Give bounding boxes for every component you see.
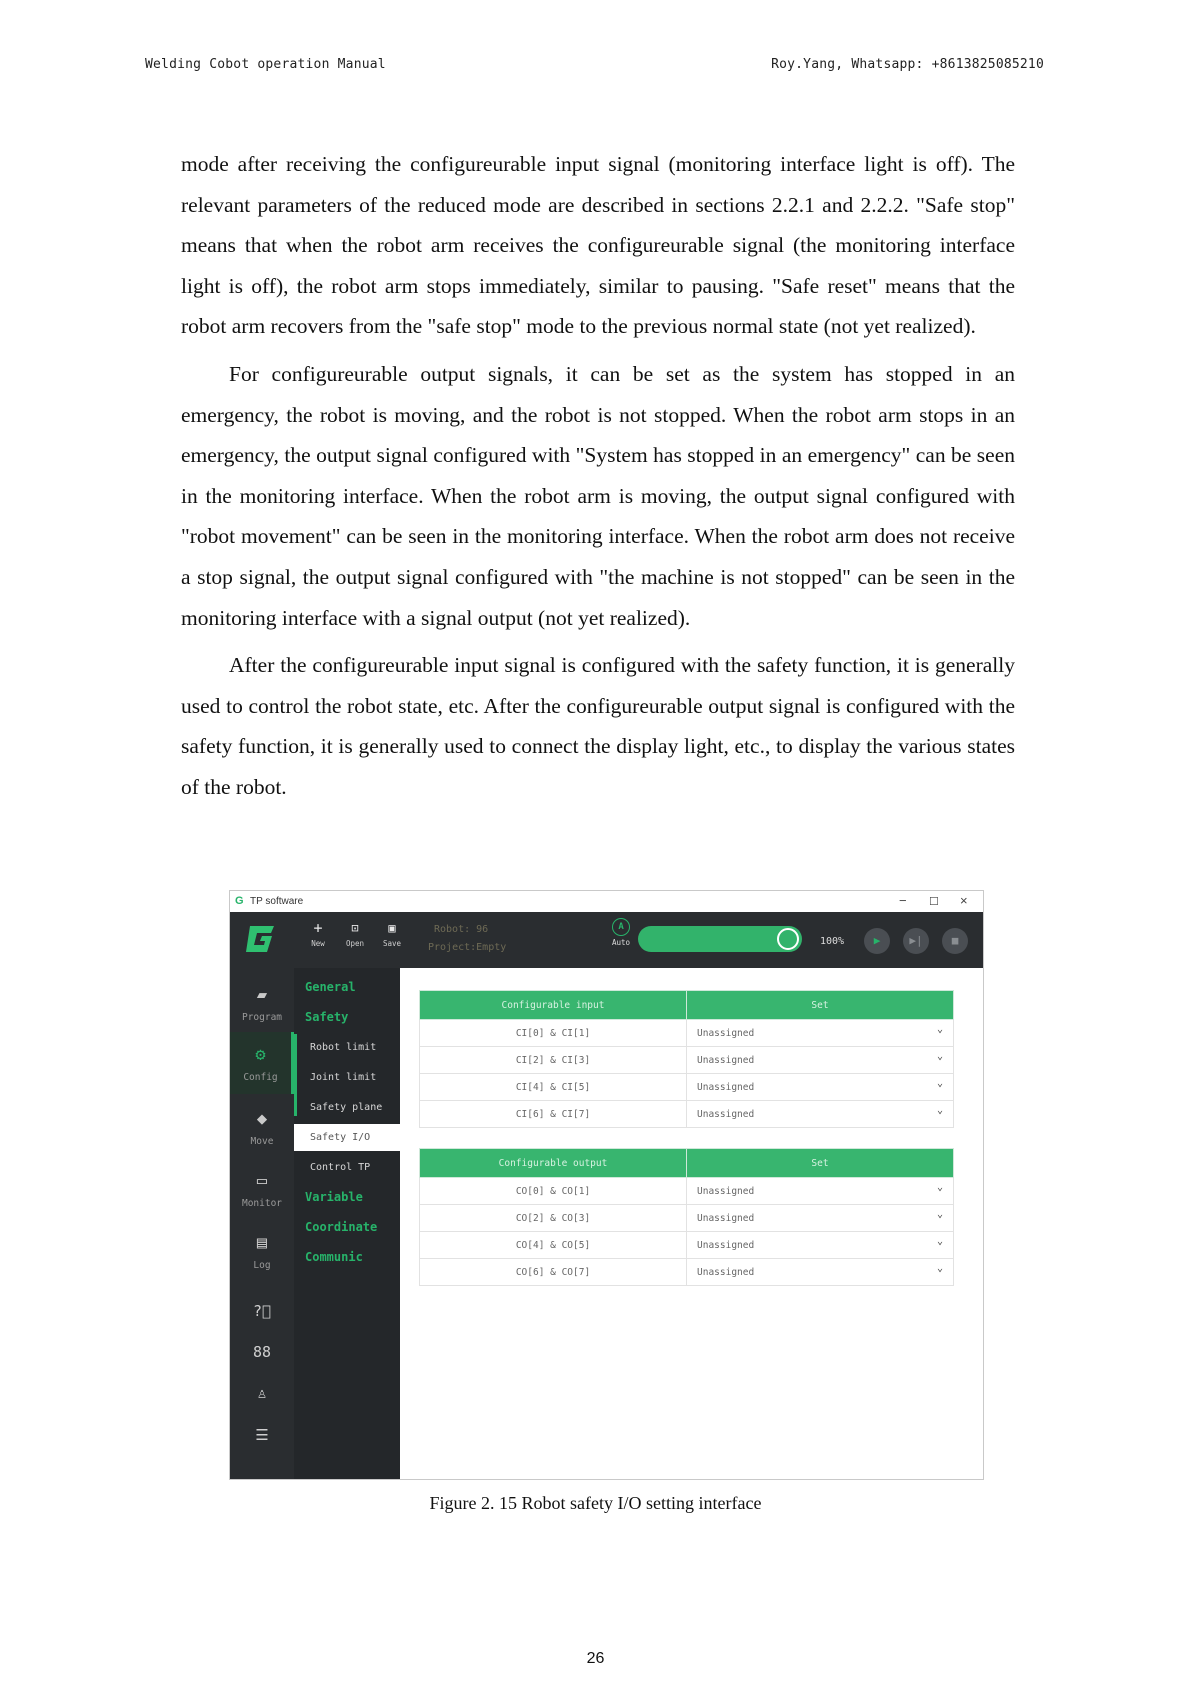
program-icon: ▰ <box>256 985 268 1005</box>
configurable-output-table <box>419 1148 954 1286</box>
assignment-value: Unassigned <box>697 1266 755 1278</box>
stop-icon: ■ <box>951 934 959 947</box>
assignment-value: Unassigned <box>697 1027 755 1039</box>
window-title: TP software <box>250 896 304 907</box>
chevron-down-icon: ⌄ <box>936 1209 943 1220</box>
chevron-down-icon: ⌄ <box>936 1236 943 1247</box>
robot-label: Robot: 96 <box>434 924 489 935</box>
assignment-select[interactable] <box>687 1101 954 1128</box>
sidebar-item-move[interactable]: ◆ Move <box>230 1108 294 1147</box>
assignment-value: Unassigned <box>697 1081 755 1093</box>
table-row <box>420 1020 954 1047</box>
running-header-right: Roy.Yang, Whatsapp: +8613825085210 <box>771 57 1044 72</box>
channel-cell: CO[6] & CO[7] <box>420 1259 687 1286</box>
page-number: 26 <box>586 1650 605 1667</box>
assignment-value: Unassigned <box>697 1212 755 1224</box>
menu-coordinate[interactable]: Coordinate <box>305 1220 378 1234</box>
project-label: Project:Empty <box>428 942 507 953</box>
table-row <box>420 1178 954 1205</box>
chevron-down-icon: ⌄ <box>936 1105 943 1116</box>
table-row <box>420 1074 954 1101</box>
table-row <box>420 1101 954 1128</box>
assignment-select[interactable] <box>687 1074 954 1101</box>
channel-cell: CO[2] & CO[3] <box>420 1205 687 1232</box>
assignment-select[interactable] <box>687 1259 954 1286</box>
speed-value: 100% <box>820 936 845 947</box>
assignment-select[interactable] <box>687 1232 954 1259</box>
table-row <box>420 1205 954 1232</box>
channel-cell: CI[4] & CI[5] <box>420 1074 687 1101</box>
window-titlebar <box>230 891 983 912</box>
menu-safety[interactable]: Safety <box>305 1010 349 1024</box>
assignment-select[interactable] <box>687 1047 954 1074</box>
menu-robot-limit[interactable]: Robot limit <box>310 1042 377 1053</box>
minimize-icon[interactable]: − <box>899 893 907 908</box>
table-header-row <box>420 991 954 1020</box>
menu-icon[interactable]: ☰ <box>255 1426 269 1444</box>
step-icon: ▶| <box>909 934 923 947</box>
menu-communic[interactable]: Communic <box>305 1250 363 1264</box>
chevron-down-icon: ⌄ <box>936 1024 943 1035</box>
maximize-icon[interactable]: ☐ <box>929 896 939 908</box>
channel-cell: CI[6] & CI[7] <box>420 1101 687 1128</box>
help-icon[interactable]: ?⃝ <box>252 1302 272 1320</box>
toolbar <box>230 912 983 968</box>
column-header: Configurable output <box>420 1149 687 1178</box>
chevron-down-icon: ⌄ <box>936 1182 943 1193</box>
body-text <box>181 144 1015 815</box>
menu-variable[interactable]: Variable <box>305 1190 363 1204</box>
move-icon: ◆ <box>256 1109 268 1129</box>
sidebar-item-log[interactable]: ▤ Log <box>230 1232 294 1271</box>
column-header: Set <box>687 1149 954 1178</box>
configurable-input-table <box>419 990 954 1128</box>
robot-info <box>428 921 506 957</box>
assignment-select[interactable] <box>687 1178 954 1205</box>
play-icon: ▶ <box>873 934 881 947</box>
table-row <box>420 1047 954 1074</box>
assignment-value: Unassigned <box>697 1108 755 1120</box>
stop-button[interactable] <box>942 928 968 954</box>
table-row <box>420 1259 954 1286</box>
sidebar-item-config[interactable]: ⚙ Config <box>230 1032 294 1094</box>
column-header: Configurable input <box>420 991 687 1020</box>
config-icon: ⚙ <box>255 1045 266 1065</box>
auto-mode-button[interactable]: A Auto <box>612 918 630 947</box>
log-icon: ▤ <box>256 1233 268 1253</box>
main-sidebar <box>230 968 294 1479</box>
table-row <box>420 1232 954 1259</box>
channel-cell: CO[0] & CO[1] <box>420 1178 687 1205</box>
new-button[interactable]: + New <box>305 919 331 948</box>
play-button[interactable] <box>864 928 890 954</box>
column-header: Set <box>687 991 954 1020</box>
menu-safety-plane[interactable]: Safety plane <box>310 1102 383 1113</box>
tp-software-screenshot <box>229 890 984 1480</box>
speed-slider[interactable] <box>638 926 802 952</box>
assignment-value: Unassigned <box>697 1239 755 1251</box>
safety-io-panel <box>400 968 983 1479</box>
open-button[interactable]: ⊡ Open <box>342 919 368 948</box>
paragraph: mode after receiving the configureurable input signal (monitoring interface light is off). The relevant parameters of the reduced mode are described in sections 2.2.1 and 2.2.2. "Safe stop" means that when the robot arm receives the configureurable signal (the monitoring interface light is off), the robot arm stops immediately, similar to pausing. "Safe reset" means that the robot arm recovers from the "safe stop" mode to the previous normal state (not yet realized). <box>181 152 1015 339</box>
figure-caption: Figure 2. 15 Robot safety I/O setting interface <box>429 1493 762 1513</box>
apps-icon[interactable]: 88 <box>252 1343 272 1361</box>
channel-cell: CI[0] & CI[1] <box>420 1020 687 1047</box>
config-menu <box>294 968 400 1479</box>
app-logo-icon: G <box>235 895 244 907</box>
save-icon: ▣ <box>388 921 396 935</box>
speed-slider-knob[interactable] <box>777 928 799 950</box>
chevron-down-icon: ⌄ <box>936 1263 943 1274</box>
assignment-select[interactable] <box>687 1020 954 1047</box>
open-file-icon: ⊡ <box>351 921 359 935</box>
assignment-value: Unassigned <box>697 1185 755 1197</box>
assignment-value: Unassigned <box>697 1054 755 1066</box>
monitor-icon: ▭ <box>256 1171 268 1191</box>
channel-cell: CO[4] & CO[5] <box>420 1232 687 1259</box>
paragraph: For configureurable output signals, it can be set as the system has stopped in an emergency, the robot is moving, and the robot is not stopped. When the robot arm stops in an emergency, the output signal configured with "System has stopped in an emergency" can be seen in the monitoring interface. When the robot arm is moving, the output signal configured with "robot movement" can be seen in the monitoring interface. When the robot arm does not receive a stop signal, the output signal configured with "the machine is not stopped" can be seen in the monitoring interface with a signal output (not yet realized). <box>181 361 1015 630</box>
user-icon[interactable]: ♙ <box>257 1384 267 1402</box>
chevron-down-icon: ⌄ <box>936 1051 943 1062</box>
chevron-down-icon: ⌄ <box>936 1078 943 1089</box>
assignment-select[interactable] <box>687 1205 954 1232</box>
channel-cell: CI[2] & CI[3] <box>420 1047 687 1074</box>
auto-icon: A <box>612 918 630 936</box>
sidebar-item-program[interactable]: ▰ Program <box>230 984 294 1023</box>
sidebar-item-monitor[interactable]: ▭ Monitor <box>230 1170 294 1209</box>
table-header-row <box>420 1149 954 1178</box>
menu-control-tp[interactable]: Control TP <box>310 1162 371 1173</box>
save-button[interactable]: ▣ Save <box>379 919 405 948</box>
paragraph: After the configureurable input signal is configured with the safety function, it is generally used to control the robot state, etc. After the configureurable output signal is configured with the safety function, it is generally used to connect the display light, etc., to display the various states of the robot. <box>181 653 1015 799</box>
plus-icon: + <box>313 919 323 937</box>
step-button[interactable] <box>903 928 929 954</box>
running-header-left: Welding Cobot operation Manual <box>145 57 386 72</box>
menu-general[interactable]: General <box>305 980 356 994</box>
brand-logo-icon <box>244 922 278 956</box>
close-icon[interactable]: × <box>960 893 968 908</box>
menu-safety-io[interactable]: Safety I/O <box>294 1124 400 1151</box>
menu-joint-limit[interactable]: Joint limit <box>310 1072 377 1083</box>
